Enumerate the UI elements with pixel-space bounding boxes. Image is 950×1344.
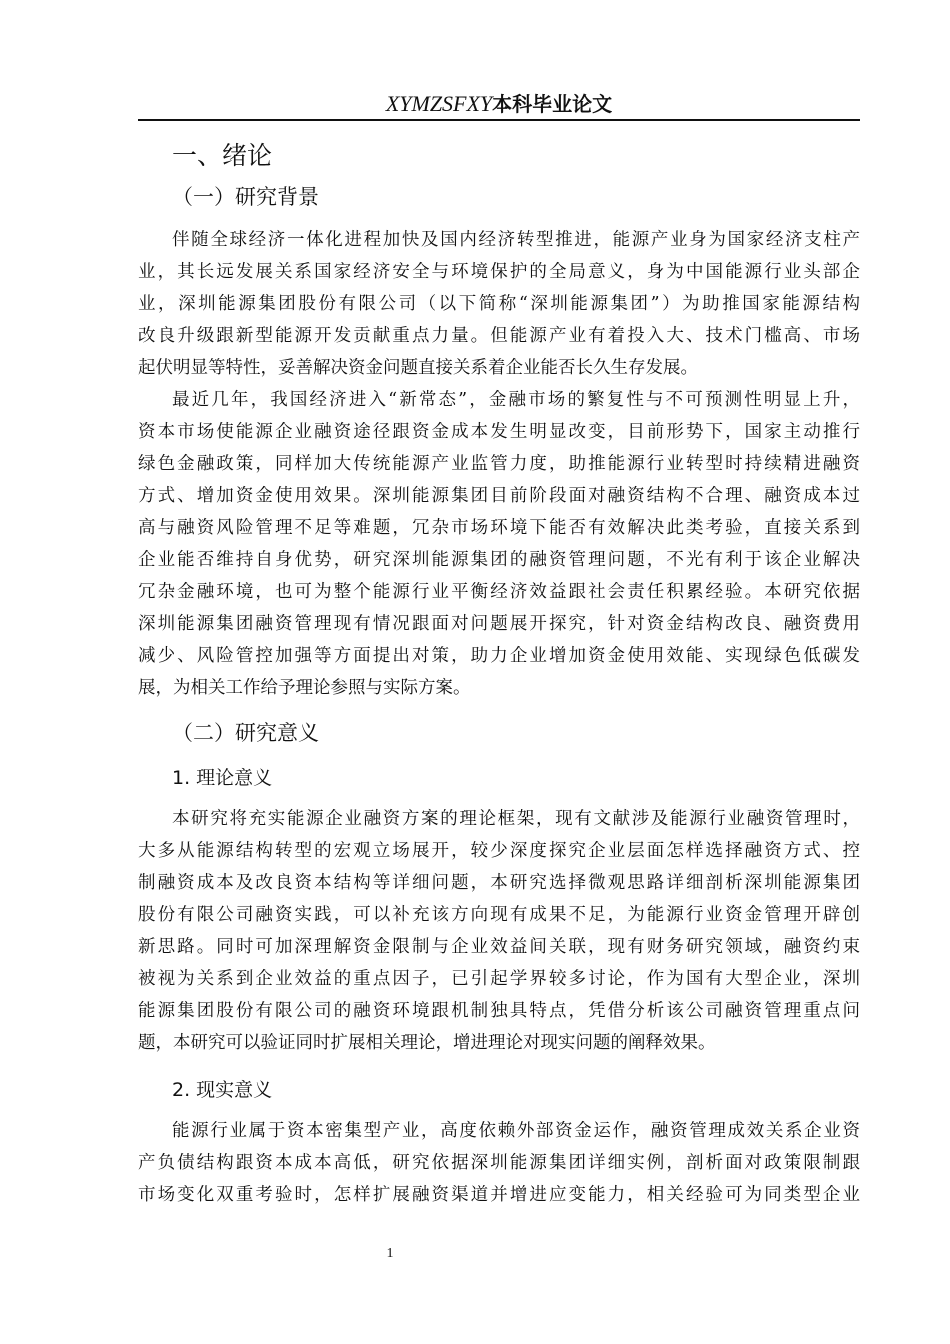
paragraph — [138, 384, 860, 704]
section-title-significance: （二）研究意义 — [172, 721, 319, 745]
page-number: 1 — [386, 1246, 394, 1261]
subsection-title-theoretical: 1. 理论意义 — [172, 767, 273, 789]
text-line: 能源集团股份有限公司的融资环境跟机制独具特点，凭借分析该公司融资管理重点问 — [138, 1001, 860, 1021]
text-line: 改良升级跟新型能源开发贡献重点力量。但能源产业有着投入大、技术门槛高、市场 — [138, 326, 860, 346]
text-line: 最近几年，我国经济进入“新常态”，金融市场的繁复性与不可预测性明显上升， — [172, 390, 860, 410]
text-line: 业，深圳能源集团股份有限公司（以下简称“深圳能源集团”）为助推国家能源结构 — [138, 294, 860, 314]
text-line: 产负债结构跟资本成本高低，研究依据深圳能源集团详细实例，剖析面对政策限制跟 — [138, 1153, 860, 1173]
text-line: 减少、风险管控加强等方面提出对策，助力企业增加资金使用效能、实现绿色低碳发 — [138, 646, 860, 666]
text-line: 伴随全球经济一体化进程加快及国内经济转型推进，能源产业身为国家经济支柱产 — [172, 230, 860, 250]
text-line: 本研究将充实能源企业融资方案的理论框架，现有文献涉及能源行业融资管理时， — [172, 809, 860, 829]
text-line: 业，其长远发展关系国家经济安全与环境保护的全局意义，身为中国能源行业头部企 — [138, 262, 860, 282]
text-line: 能源行业属于资本密集型产业，高度依赖外部资金运作，融资管理成效关系企业资 — [172, 1121, 860, 1141]
text-line: 大多从能源结构转型的宏观立场展开，较少深度探究企业层面怎样选择融资方式、控 — [138, 841, 860, 861]
subsection-title-practical: 2. 现实意义 — [172, 1079, 273, 1101]
page-header — [138, 88, 860, 117]
text-line: 企业能否维持自身优势，研究深圳能源集团的融资管理问题，不光有利于该企业解决 — [138, 550, 860, 570]
header-rule — [138, 119, 860, 121]
text-line: 股份有限公司融资实践，可以补充该方向现有成果不足，为能源行业资金管理开辟创 — [138, 905, 860, 925]
text-line: 深圳能源集团融资管理现有情况跟面对问题展开探究，针对资金结构改良、融资费用 — [138, 614, 860, 634]
text-line: 起伏明显等特性，妥善解决资金问题直接关系着企业能否长久生存发展。 — [138, 358, 698, 378]
text-line: 题，本研究可以验证同时扩展相关理论，增进理论对现实问题的阐释效果。 — [138, 1033, 716, 1053]
chapter-title: 一、绪论 — [172, 141, 273, 170]
header-title-latin: XYMZSFXY — [385, 91, 493, 116]
paragraph — [138, 224, 860, 384]
paragraph — [138, 803, 860, 1059]
paragraph — [138, 1115, 860, 1211]
text-line: 资本市场使能源企业融资途径跟资金成本发生明显改变，目前形势下，国家主动推行 — [138, 422, 860, 442]
text-line: 高与融资风险管理不足等难题，冗杂市场环境下能否有效解决此类考验，直接关系到 — [138, 518, 860, 538]
header-title-cn: 本科毕业论文 — [492, 92, 613, 116]
text-line: 制融资成本及改良资本结构等详细问题，本研究选择微观思路详细剖析深圳能源集团 — [138, 873, 860, 893]
text-line: 方式、增加资金使用效果。深圳能源集团目前阶段面对融资结构不合理、融资成本过 — [138, 486, 860, 506]
text-line: 被视为关系到企业效益的重点因子，已引起学界较多讨论，作为国有大型企业，深圳 — [138, 969, 860, 989]
text-line: 展，为相关工作给予理论参照与实际方案。 — [138, 678, 471, 698]
text-line: 绿色金融政策，同样加大传统能源产业监管力度，助推能源行业转型时持续精进融资 — [138, 454, 860, 474]
text-line: 冗杂金融环境，也可为整个能源行业平衡经济效益跟社会责任积累经验。本研究依据 — [138, 582, 860, 602]
text-line: 新思路。同时可加深理解资金限制与企业效益间关联，现有财务研究领域，融资约束 — [138, 937, 860, 957]
section-title-background: （一）研究背景 — [172, 185, 319, 209]
text-line: 市场变化双重考验时，怎样扩展融资渠道并增进应变能力，相关经验可为同类型企业 — [138, 1185, 860, 1205]
